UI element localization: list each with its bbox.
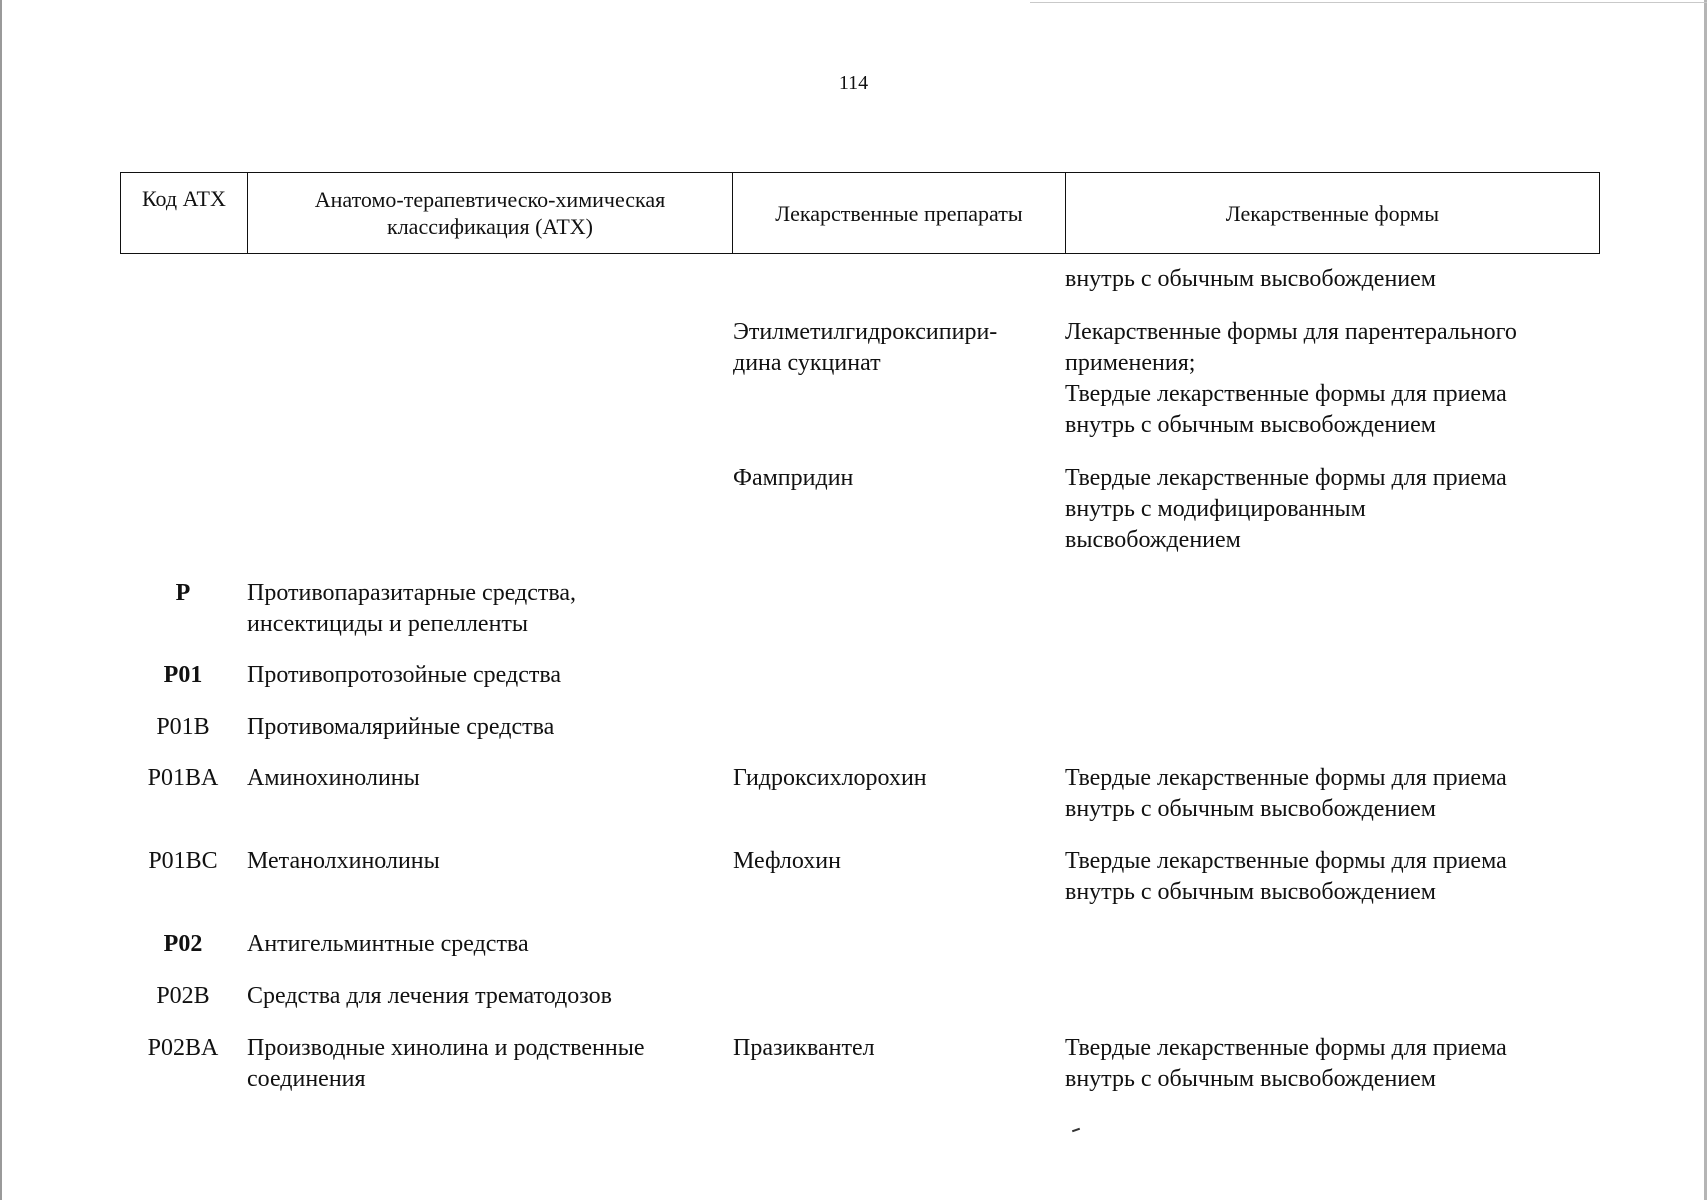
row-atc: Средства для лечения трематодозов [247, 983, 612, 1009]
row-drug: Фампридин [733, 465, 854, 491]
header-drugs: Лекарственные препараты [732, 173, 1065, 253]
row-drug: Празиквантел [733, 1035, 875, 1061]
row-form: Твердые лекарственные формы для приема внутрь с обычным высвобождением [1065, 1035, 1507, 1092]
row-form: Твердые лекарственные формы для приема внутрь с обычным высвобождением [1065, 765, 1507, 822]
row-atc: Противомалярийные средства [247, 714, 555, 740]
row-code: P02BA [147, 1035, 219, 1061]
row-form: Твердые лекарственные формы для приема внутрь с обычным высвобождением [1065, 848, 1507, 905]
row-atc: Аминохинолины [247, 765, 420, 791]
row-drug: Этилметилгидроксипири- дина сукцинат [733, 319, 998, 376]
row-drug: Гидроксихлорохин [733, 765, 927, 791]
row-atc: Противопаразитарные средства, инсектициды и репелленты [247, 580, 577, 637]
header-atc: Анатомо-терапевтическо-химическая классификация (АТХ) [247, 173, 732, 253]
row-atc: Производные хинолина и родственные соединения [247, 1035, 645, 1092]
row-form: внутрь с обычным высвобождением [1065, 266, 1436, 292]
row-drug: Мефлохин [733, 848, 841, 874]
row-code: P01BC [148, 848, 218, 874]
row-code: P01BA [147, 765, 219, 791]
header-code: Код АТХ [141, 186, 226, 211]
row-atc: Противопротозойные средства [247, 662, 562, 688]
row-code: P02 [163, 931, 203, 957]
row-code: P01 [163, 662, 203, 688]
row-form: Лекарственные формы для парентерального применения; Твердые лекарственные формы для приема внутрь с обычным высвобождением [1065, 319, 1517, 438]
row-atc: Метанолхинолины [247, 848, 440, 874]
row-form: Твердые лекарственные формы для приема внутрь с модифицированным высвобождением [1065, 465, 1507, 553]
row-code: P02B [156, 983, 210, 1009]
row-atc: Антигельминтные средства [247, 931, 529, 957]
row-code: P01B [156, 714, 210, 740]
page-number: 114 [838, 72, 869, 94]
row-code: P [175, 580, 191, 606]
header-forms: Лекарственные формы [1065, 173, 1599, 253]
